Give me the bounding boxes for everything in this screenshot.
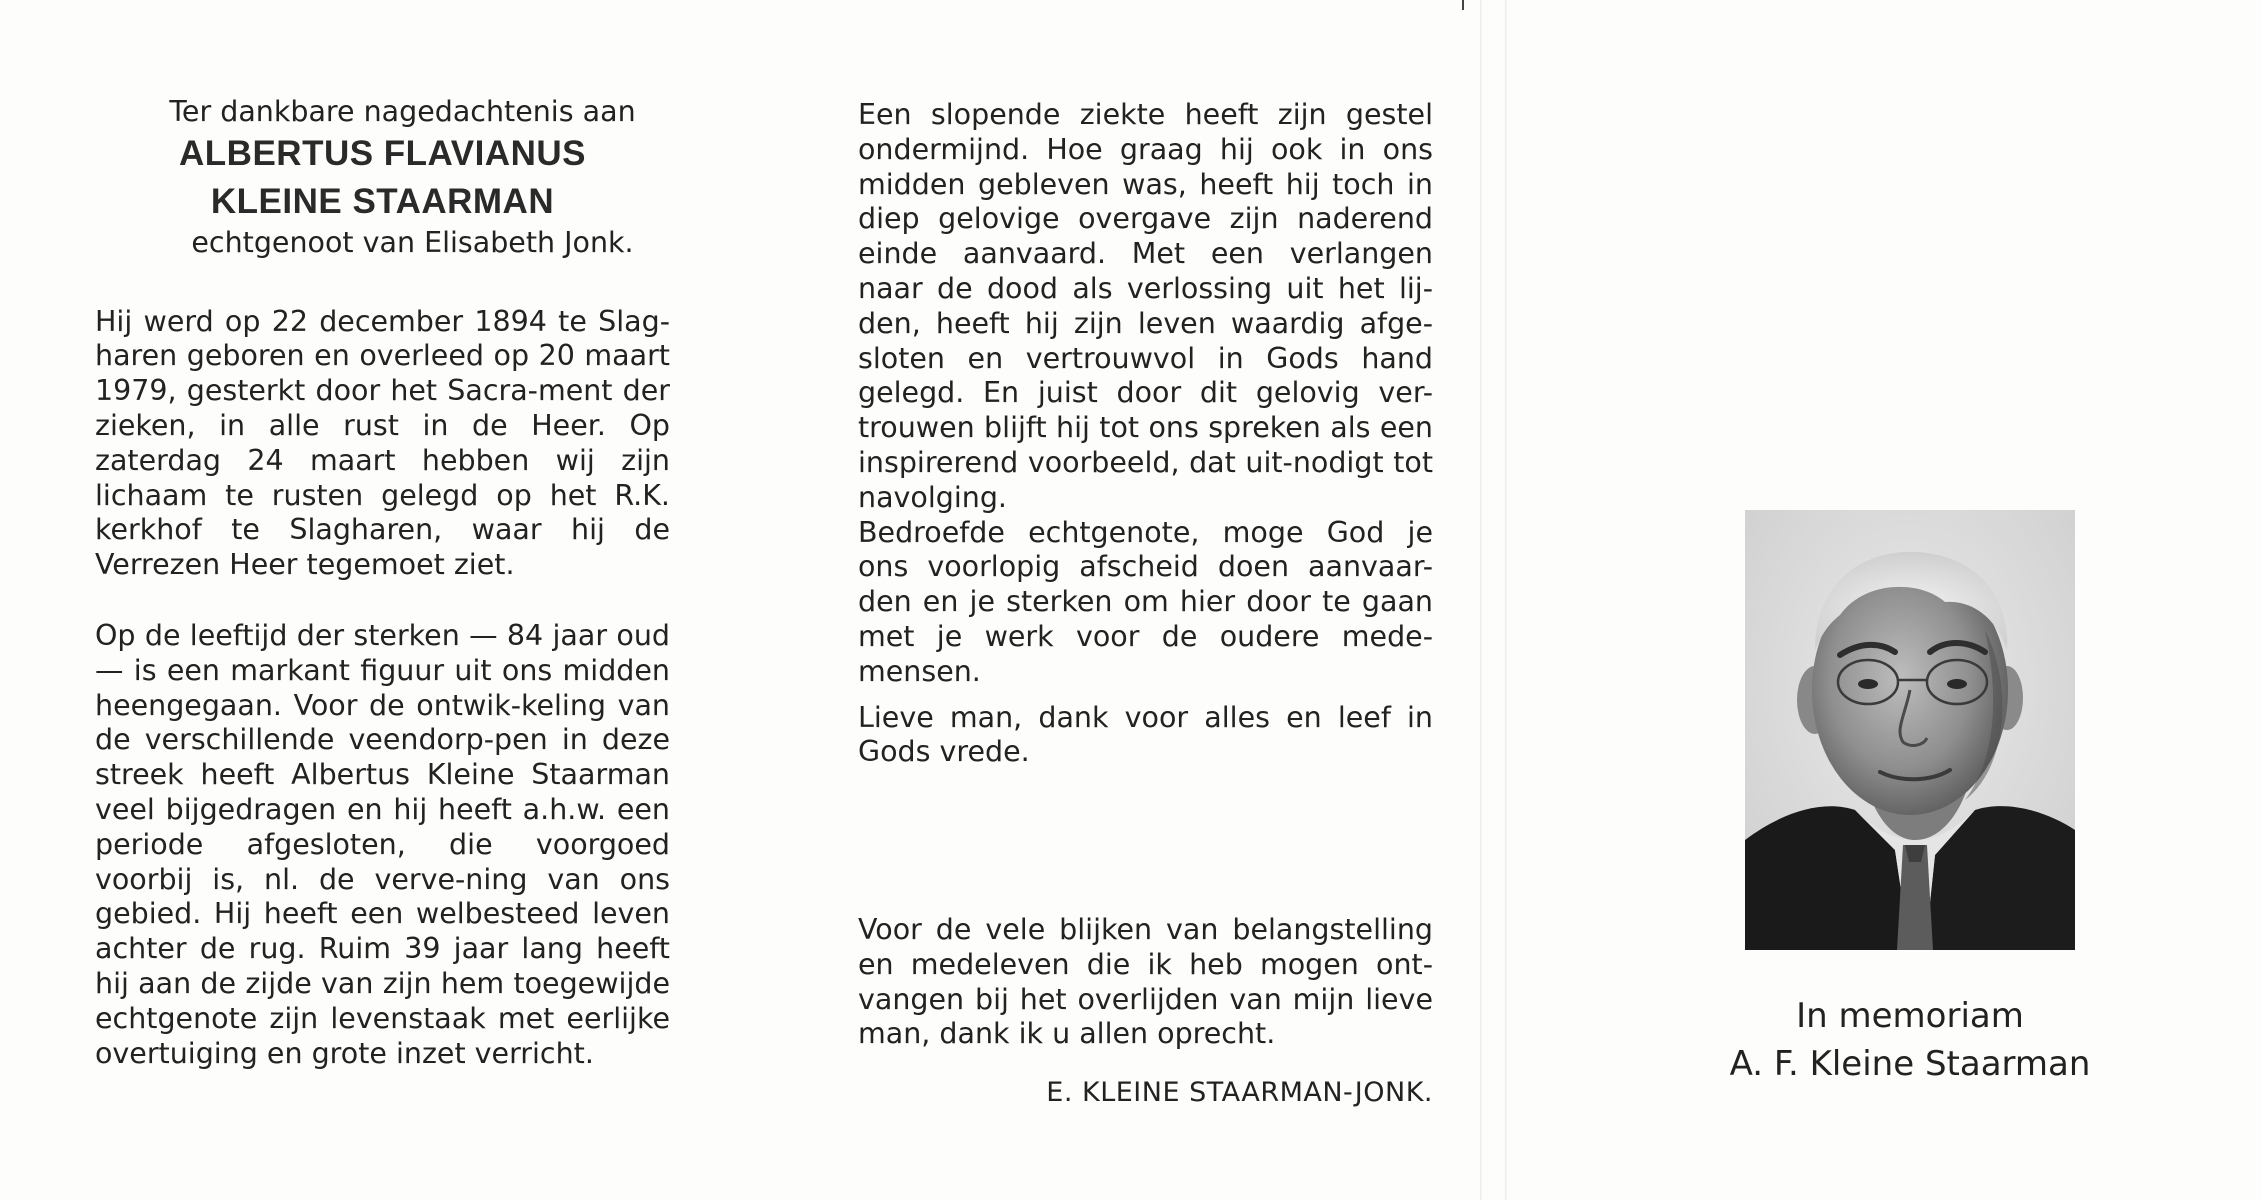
thanks-paragraph: Voor de vele blijken van belangstelling en medeleven die ik heb mogen ont-vangen bij het overlijden van mijn lieve man, dank ik u allen oprecht. bbox=[858, 913, 1433, 1051]
crop-mark bbox=[1462, 0, 1464, 10]
tribute-paragraph: Op de leeftijd der sterken — 84 jaar oud — is een markant figuur uit ons midden heengegaan. Voor de ontwik-keling van de verschillende veendorp-pen in deze streek heeft Albertus Kleine Staarman veel bijgedragen en hij heeft a.h.w. een periode afgesloten, die voorgoed voorbij is, nl. de verve-ning van ons gebied. Hij heeft een welbesteed leven achter de rug. Ruim 39 jaar lang heeft hij aan de zijde van zijn hem toegewijde echtgenote zijn levenstaak met eerlijke overtuiging en grote inzet verricht. bbox=[95, 618, 670, 1070]
fold-line bbox=[1480, 0, 1482, 1200]
deceased-name-line2: KLEINE STAARMAN bbox=[210, 181, 555, 221]
biography-paragraph: Hij werd op 22 december 1894 te Slag-haren geboren en overleed op 20 maart 1979, gesterkt door het Sacra-ment der zieken, in alle rust in de Heer. Op zaterdag 24 maart hebben wij zijn lichaam te rusten gelegd op het R.K. kerkhof te Slagharen, waar hij de Verrezen Heer tegemoet ziet. bbox=[95, 304, 670, 582]
caption-title: In memoriam bbox=[1796, 996, 2024, 1036]
illness-paragraph: Een slopende ziekte heeft zijn gestel ondermijnd. Hoe graag hij ook in ons midden gebleven was, heeft hij toch in diep gelovige overgave zijn naderend einde aanvaard. Met een verlangen naar de dood als verlossing uit het lij-den, heeft hij zijn leven waardig afge-sloten en vertrouwvol in Gods hand gelegd. En juist door dit gelovig ver-trouwen blijft hij tot ons spreken als een inspirerend voorbeeld, dat uit-nodigt tot navolging. bbox=[858, 98, 1433, 514]
caption-name: A. F. Kleine Staarman bbox=[1729, 1044, 2091, 1084]
portrait-photo bbox=[1745, 510, 2075, 950]
deceased-name-line1: ALBERTUS FLAVIANUS bbox=[179, 133, 586, 173]
spouse-paragraph: Bedroefde echtgenote, moge God je ons voorlopig afscheid doen aanvaar-den en je sterken om hier door te gaan met je werk voor de oudere mede-mensen. bbox=[858, 515, 1433, 688]
middle-column bbox=[858, 98, 1433, 1108]
spouse-line: echtgenoot van Elisabeth Jonk. bbox=[191, 225, 634, 259]
dedication-line: Ter dankbare nagedachtenis aan bbox=[169, 95, 636, 128]
fold-line bbox=[1505, 0, 1507, 1200]
left-column bbox=[95, 95, 670, 1071]
caption bbox=[1670, 992, 2150, 1088]
farewell-paragraph: Lieve man, dank voor alles en leef in Gods vrede. bbox=[858, 700, 1433, 769]
signature: E. KLEINE STAARMAN-JONK. bbox=[1046, 1077, 1433, 1108]
